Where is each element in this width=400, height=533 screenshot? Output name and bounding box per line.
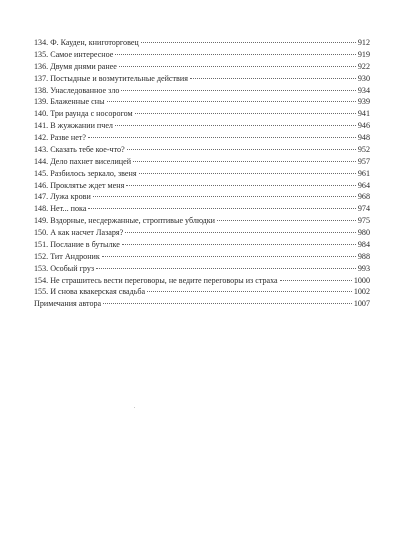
- dot-leader: [280, 280, 352, 281]
- toc-entry: [34, 144, 370, 156]
- toc-entry-page: 941: [357, 109, 370, 119]
- toc-entry-title: 139. Блаженные сны: [34, 97, 105, 107]
- toc-entry-page: 948: [357, 133, 370, 142]
- toc-entry: [34, 191, 370, 203]
- toc-entry-page: 964: [357, 180, 370, 190]
- toc-entry-title: 141. В жужжании пчел: [34, 121, 113, 131]
- toc-entry: [34, 120, 370, 132]
- toc-entry-title: 144. Дело пахнет виселицей: [34, 156, 132, 166]
- toc-entry: [34, 275, 370, 287]
- dot-leader: [115, 54, 356, 55]
- toc-entry-page: 968: [357, 192, 370, 202]
- toc-entry-page: 1002: [353, 287, 370, 297]
- toc-entry: [34, 286, 370, 298]
- dot-leader: [133, 161, 356, 162]
- dot-leader: [96, 268, 356, 269]
- toc-entry: [34, 108, 370, 120]
- toc-entry: [34, 85, 370, 97]
- dot-leader: [135, 113, 356, 114]
- toc-entry-title: Примечания автора: [34, 299, 102, 309]
- toc-entry-page: 957: [357, 156, 370, 166]
- toc-entry: [34, 215, 370, 227]
- dot-leader: [126, 185, 356, 186]
- toc-entry: [34, 168, 370, 180]
- dot-leader: [88, 137, 356, 138]
- toc-entry-page: 919: [357, 49, 370, 59]
- toc-entry-title: 148. Нет... пока: [34, 204, 87, 214]
- toc-entry: [34, 180, 370, 192]
- dot-leader: [88, 208, 355, 209]
- dot-leader: [121, 90, 355, 91]
- toc-entry-page: 980: [357, 228, 370, 237]
- dot-leader: [139, 173, 356, 174]
- toc-entry-page: 939: [357, 97, 370, 107]
- toc-entry-title: 155. И снова квакерская свадьба: [34, 287, 146, 297]
- table-of-contents: [34, 37, 370, 310]
- toc-entry-page: 930: [357, 73, 370, 83]
- toc-entry: [34, 298, 370, 310]
- dot-leader: [127, 149, 356, 150]
- toc-entry-page: 934: [357, 85, 370, 95]
- dot-leader: [125, 232, 356, 233]
- toc-entry-title: 147. Лужа крови: [34, 192, 91, 202]
- toc-entry-title: 138. Унаследованное зло: [34, 85, 120, 95]
- toc-entry-page: 1000: [353, 275, 370, 285]
- toc-entry: [34, 37, 370, 49]
- dot-leader: [107, 101, 356, 102]
- toc-entry-page: 974: [357, 204, 370, 214]
- toc-entry-title: 134. Ф. Кауден, книготорговец: [34, 38, 139, 47]
- toc-entry: [34, 73, 370, 85]
- toc-entry: [34, 251, 370, 263]
- paper-speck: [134, 407, 135, 408]
- toc-entry: [34, 132, 370, 144]
- toc-entry-title: 146. Проклятье ждет меня: [34, 180, 125, 190]
- toc-entry-page: 961: [357, 168, 370, 178]
- toc-entry-title: 153. Особый груз: [34, 263, 95, 273]
- toc-entry-title: 154. Не страшитесь вести переговоры, не ведите переговоры из страха: [34, 275, 278, 285]
- dot-leader: [119, 66, 356, 67]
- toc-entry-title: 143. Сказать тебе кое-что?: [34, 144, 125, 154]
- toc-entry: [34, 239, 370, 251]
- toc-entry-title: 149. Вздорные, несдержанные, строптивые ублюдки: [34, 216, 215, 226]
- dot-leader: [122, 244, 356, 245]
- toc-entry-title: 152. Тит Андроник: [34, 251, 100, 261]
- toc-entry-page: 952: [357, 144, 370, 154]
- toc-entry-page: 946: [357, 121, 370, 131]
- toc-entry-page: 988: [357, 251, 370, 261]
- dot-leader: [103, 303, 352, 304]
- toc-entry-title: 151. Послание в бутылке: [34, 239, 120, 249]
- dot-leader: [141, 42, 356, 43]
- toc-entry-title: 145. Разбилось зеркало, звеня: [34, 168, 137, 178]
- toc-entry-title: 150. А как насчет Лазаря?: [34, 228, 124, 237]
- toc-entry: [34, 227, 370, 239]
- toc-entry: [34, 263, 370, 275]
- dot-leader: [147, 291, 352, 292]
- toc-entry-page: 922: [357, 61, 370, 71]
- toc-entry-page: 984: [357, 239, 370, 249]
- toc-entry: [34, 49, 370, 61]
- toc-entry: [34, 203, 370, 215]
- toc-entry: [34, 61, 370, 73]
- toc-entry: [34, 156, 370, 168]
- dot-leader: [115, 125, 356, 126]
- toc-entry-page: 912: [357, 38, 370, 47]
- toc-entry-page: 1007: [353, 299, 370, 309]
- toc-entry: [34, 96, 370, 108]
- dot-leader: [217, 220, 356, 221]
- dot-leader: [102, 256, 356, 257]
- toc-entry-page: 993: [357, 263, 370, 273]
- toc-entry-page: 975: [357, 216, 370, 226]
- dot-leader: [93, 196, 356, 197]
- toc-entry-title: 135. Самое интересное: [34, 49, 114, 59]
- toc-entry-title: 142. Разве нет?: [34, 133, 86, 142]
- dot-leader: [190, 78, 356, 79]
- toc-entry-title: 137. Постыдные и возмутительные действия: [34, 73, 188, 83]
- toc-entry-title: 136. Двумя днями ранее: [34, 61, 117, 71]
- toc-entry-title: 140. Три раунда с носорогом: [34, 109, 133, 119]
